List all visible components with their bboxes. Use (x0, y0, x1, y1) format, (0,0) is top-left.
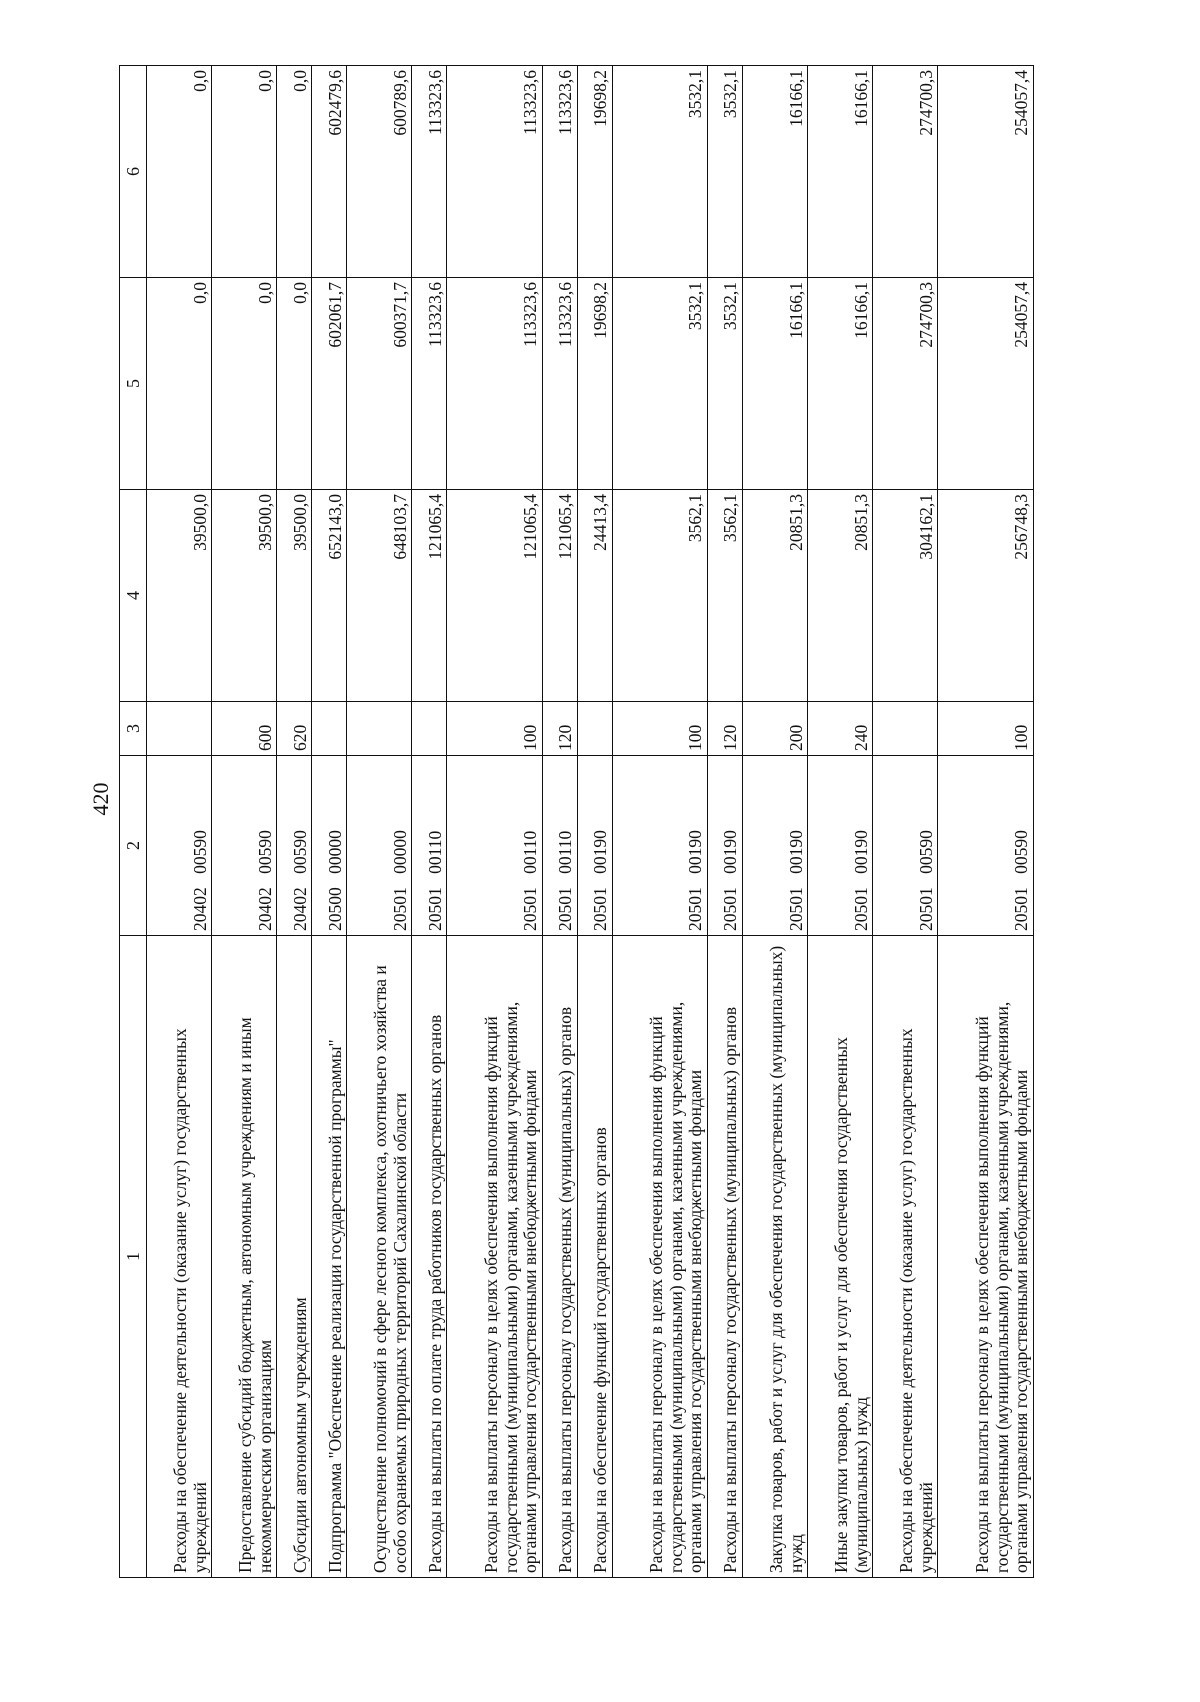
column-header-5: 5 (120, 278, 147, 490)
amount-col-4: 304162,1 (873, 490, 938, 702)
expense-kind-code (347, 702, 412, 756)
amount-col-6: 3532,1 (708, 66, 743, 278)
amount-col-4: 20851,3 (742, 490, 807, 702)
expense-name: Расходы на выплаты персоналу в целях обеспечения выполнения функций государственными (муниципальными) органами, казенными учреждениями, органами управления государственными внебюджетными фондами (938, 936, 1034, 1578)
table-row (347, 66, 412, 1578)
expense-kind-code: 100 (447, 702, 542, 756)
column-header-3: 3 (120, 702, 147, 756)
amount-col-6: 0,0 (147, 66, 212, 278)
column-header-1: 1 (120, 936, 147, 1578)
expense-name: Иные закупки товаров, работ и услуг для обеспечения государственных (муниципальных) нужд (808, 936, 873, 1578)
expense-kind-code: 120 (542, 702, 577, 756)
amount-col-5: 602061,7 (312, 278, 347, 490)
expense-kind-code: 120 (708, 702, 743, 756)
budget-table-rotated (119, 66, 1034, 1578)
amount-col-6: 113323,6 (412, 66, 447, 278)
table-row (147, 66, 212, 1578)
target-code: 20402 00590 (277, 756, 312, 936)
target-code: 20501 00190 (612, 756, 707, 936)
table-row (742, 66, 807, 1578)
expense-name: Расходы на выплаты персоналу государственных (муниципальных) органов (708, 936, 743, 1578)
amount-col-5: 0,0 (212, 278, 277, 490)
expense-name: Расходы на выплаты персоналу в целях обеспечения выполнения функций государственными (муниципальными) органами, казенными учреждениями, органами управления государственными внебюджетными фондами (447, 936, 542, 1578)
table-row (277, 66, 312, 1578)
amount-col-4: 256748,3 (938, 490, 1034, 702)
expense-kind-code (412, 702, 447, 756)
amount-col-6: 113323,6 (447, 66, 542, 278)
table-row (447, 66, 542, 1578)
expense-name: Подпрограмма "Обеспечение реализации государственной программы" (312, 936, 347, 1578)
expense-kind-code: 240 (808, 702, 873, 756)
amount-col-6: 16166,1 (742, 66, 807, 278)
amount-col-4: 648103,7 (347, 490, 412, 702)
expense-name: Расходы на выплаты персоналу государственных (муниципальных) органов (542, 936, 577, 1578)
expense-kind-code (147, 702, 212, 756)
amount-col-5: 254057,4 (938, 278, 1034, 490)
target-code: 20501 00110 (447, 756, 542, 936)
amount-col-5: 0,0 (277, 278, 312, 490)
amount-col-5: 3532,1 (612, 278, 707, 490)
amount-col-4: 121065,4 (447, 490, 542, 702)
amount-col-4: 20851,3 (808, 490, 873, 702)
amount-col-5: 274700,3 (873, 278, 938, 490)
amount-col-4: 3562,1 (708, 490, 743, 702)
amount-col-6: 600789,6 (347, 66, 412, 278)
target-code: 20501 00000 (347, 756, 412, 936)
amount-col-4: 24413,4 (577, 490, 612, 702)
amount-col-5: 600371,7 (347, 278, 412, 490)
expense-kind-code: 100 (938, 702, 1034, 756)
amount-col-6: 19698,2 (577, 66, 612, 278)
table-row (873, 66, 938, 1578)
amount-col-6: 602479,6 (312, 66, 347, 278)
table-row (412, 66, 447, 1578)
column-header-6: 6 (120, 66, 147, 278)
expense-name: Предоставление субсидий бюджетным, автономным учреждениям и иным некоммерческим организациям (212, 936, 277, 1578)
amount-col-5: 3532,1 (708, 278, 743, 490)
amount-col-4: 652143,0 (312, 490, 347, 702)
amount-col-6: 16166,1 (808, 66, 873, 278)
amount-col-6: 113323,6 (542, 66, 577, 278)
table-row (612, 66, 707, 1578)
amount-col-4: 39500,0 (212, 490, 277, 702)
target-code: 20501 00590 (938, 756, 1034, 936)
target-code: 20501 00190 (808, 756, 873, 936)
target-code: 20402 00590 (212, 756, 277, 936)
table-row (938, 66, 1034, 1578)
target-code: 20402 00590 (147, 756, 212, 936)
table-row (808, 66, 873, 1578)
amount-col-5: 19698,2 (577, 278, 612, 490)
table-row (577, 66, 612, 1578)
expense-name: Расходы на обеспечение функций государственных органов (577, 936, 612, 1578)
column-header-2: 2 (120, 756, 147, 936)
amount-col-6: 3532,1 (612, 66, 707, 278)
table-row (312, 66, 347, 1578)
column-number-row (120, 66, 147, 1578)
amount-col-6: 274700,3 (873, 66, 938, 278)
amount-col-4: 121065,4 (542, 490, 577, 702)
amount-col-5: 0,0 (147, 278, 212, 490)
amount-col-5: 113323,6 (542, 278, 577, 490)
amount-col-4: 3562,1 (612, 490, 707, 702)
target-code: 20500 00000 (312, 756, 347, 936)
column-header-4: 4 (120, 490, 147, 702)
expense-name: Расходы на обеспечение деятельности (оказание услуг) государственных учреждений (873, 936, 938, 1578)
target-code: 20501 00110 (542, 756, 577, 936)
amount-col-4: 121065,4 (412, 490, 447, 702)
budget-table (119, 65, 1034, 1578)
expense-kind-code: 100 (612, 702, 707, 756)
table-row (708, 66, 743, 1578)
amount-col-4: 39500,0 (147, 490, 212, 702)
expense-kind-code: 620 (277, 702, 312, 756)
expense-name: Закупка товаров, работ и услуг для обеспечения государственных (муниципальных) нужд (742, 936, 807, 1578)
target-code: 20501 00190 (708, 756, 743, 936)
amount-col-6: 254057,4 (938, 66, 1034, 278)
expense-kind-code (312, 702, 347, 756)
expense-kind-code (873, 702, 938, 756)
amount-col-4: 39500,0 (277, 490, 312, 702)
table-body (147, 66, 1034, 1578)
target-code: 20501 00110 (412, 756, 447, 936)
amount-col-6: 0,0 (277, 66, 312, 278)
table-row (542, 66, 577, 1578)
expense-name: Расходы на выплаты по оплате труда работников государственных органов (412, 936, 447, 1578)
amount-col-5: 113323,6 (447, 278, 542, 490)
page-number: 420 (88, 782, 113, 816)
amount-col-5: 16166,1 (742, 278, 807, 490)
amount-col-5: 16166,1 (808, 278, 873, 490)
target-code: 20501 00190 (742, 756, 807, 936)
table-row (212, 66, 277, 1578)
expense-name: Расходы на обеспечение деятельности (оказание услуг) государственных учреждений (147, 936, 212, 1578)
expense-kind-code: 600 (212, 702, 277, 756)
expense-kind-code (577, 702, 612, 756)
amount-col-6: 0,0 (212, 66, 277, 278)
expense-kind-code: 200 (742, 702, 807, 756)
target-code: 20501 00190 (577, 756, 612, 936)
target-code: 20501 00590 (873, 756, 938, 936)
expense-name: Субсидии автономным учреждениям (277, 936, 312, 1578)
amount-col-5: 113323,6 (412, 278, 447, 490)
expense-name: Расходы на выплаты персоналу в целях обеспечения выполнения функций государственными (муниципальными) органами, казенными учреждениями, органами управления государственными внебюджетными фондами (612, 936, 707, 1578)
expense-name: Осуществление полномочий в сфере лесного комплекса, охотничьего хозяйства и особо охраняемых природных территорий Сахалинской области (347, 936, 412, 1578)
